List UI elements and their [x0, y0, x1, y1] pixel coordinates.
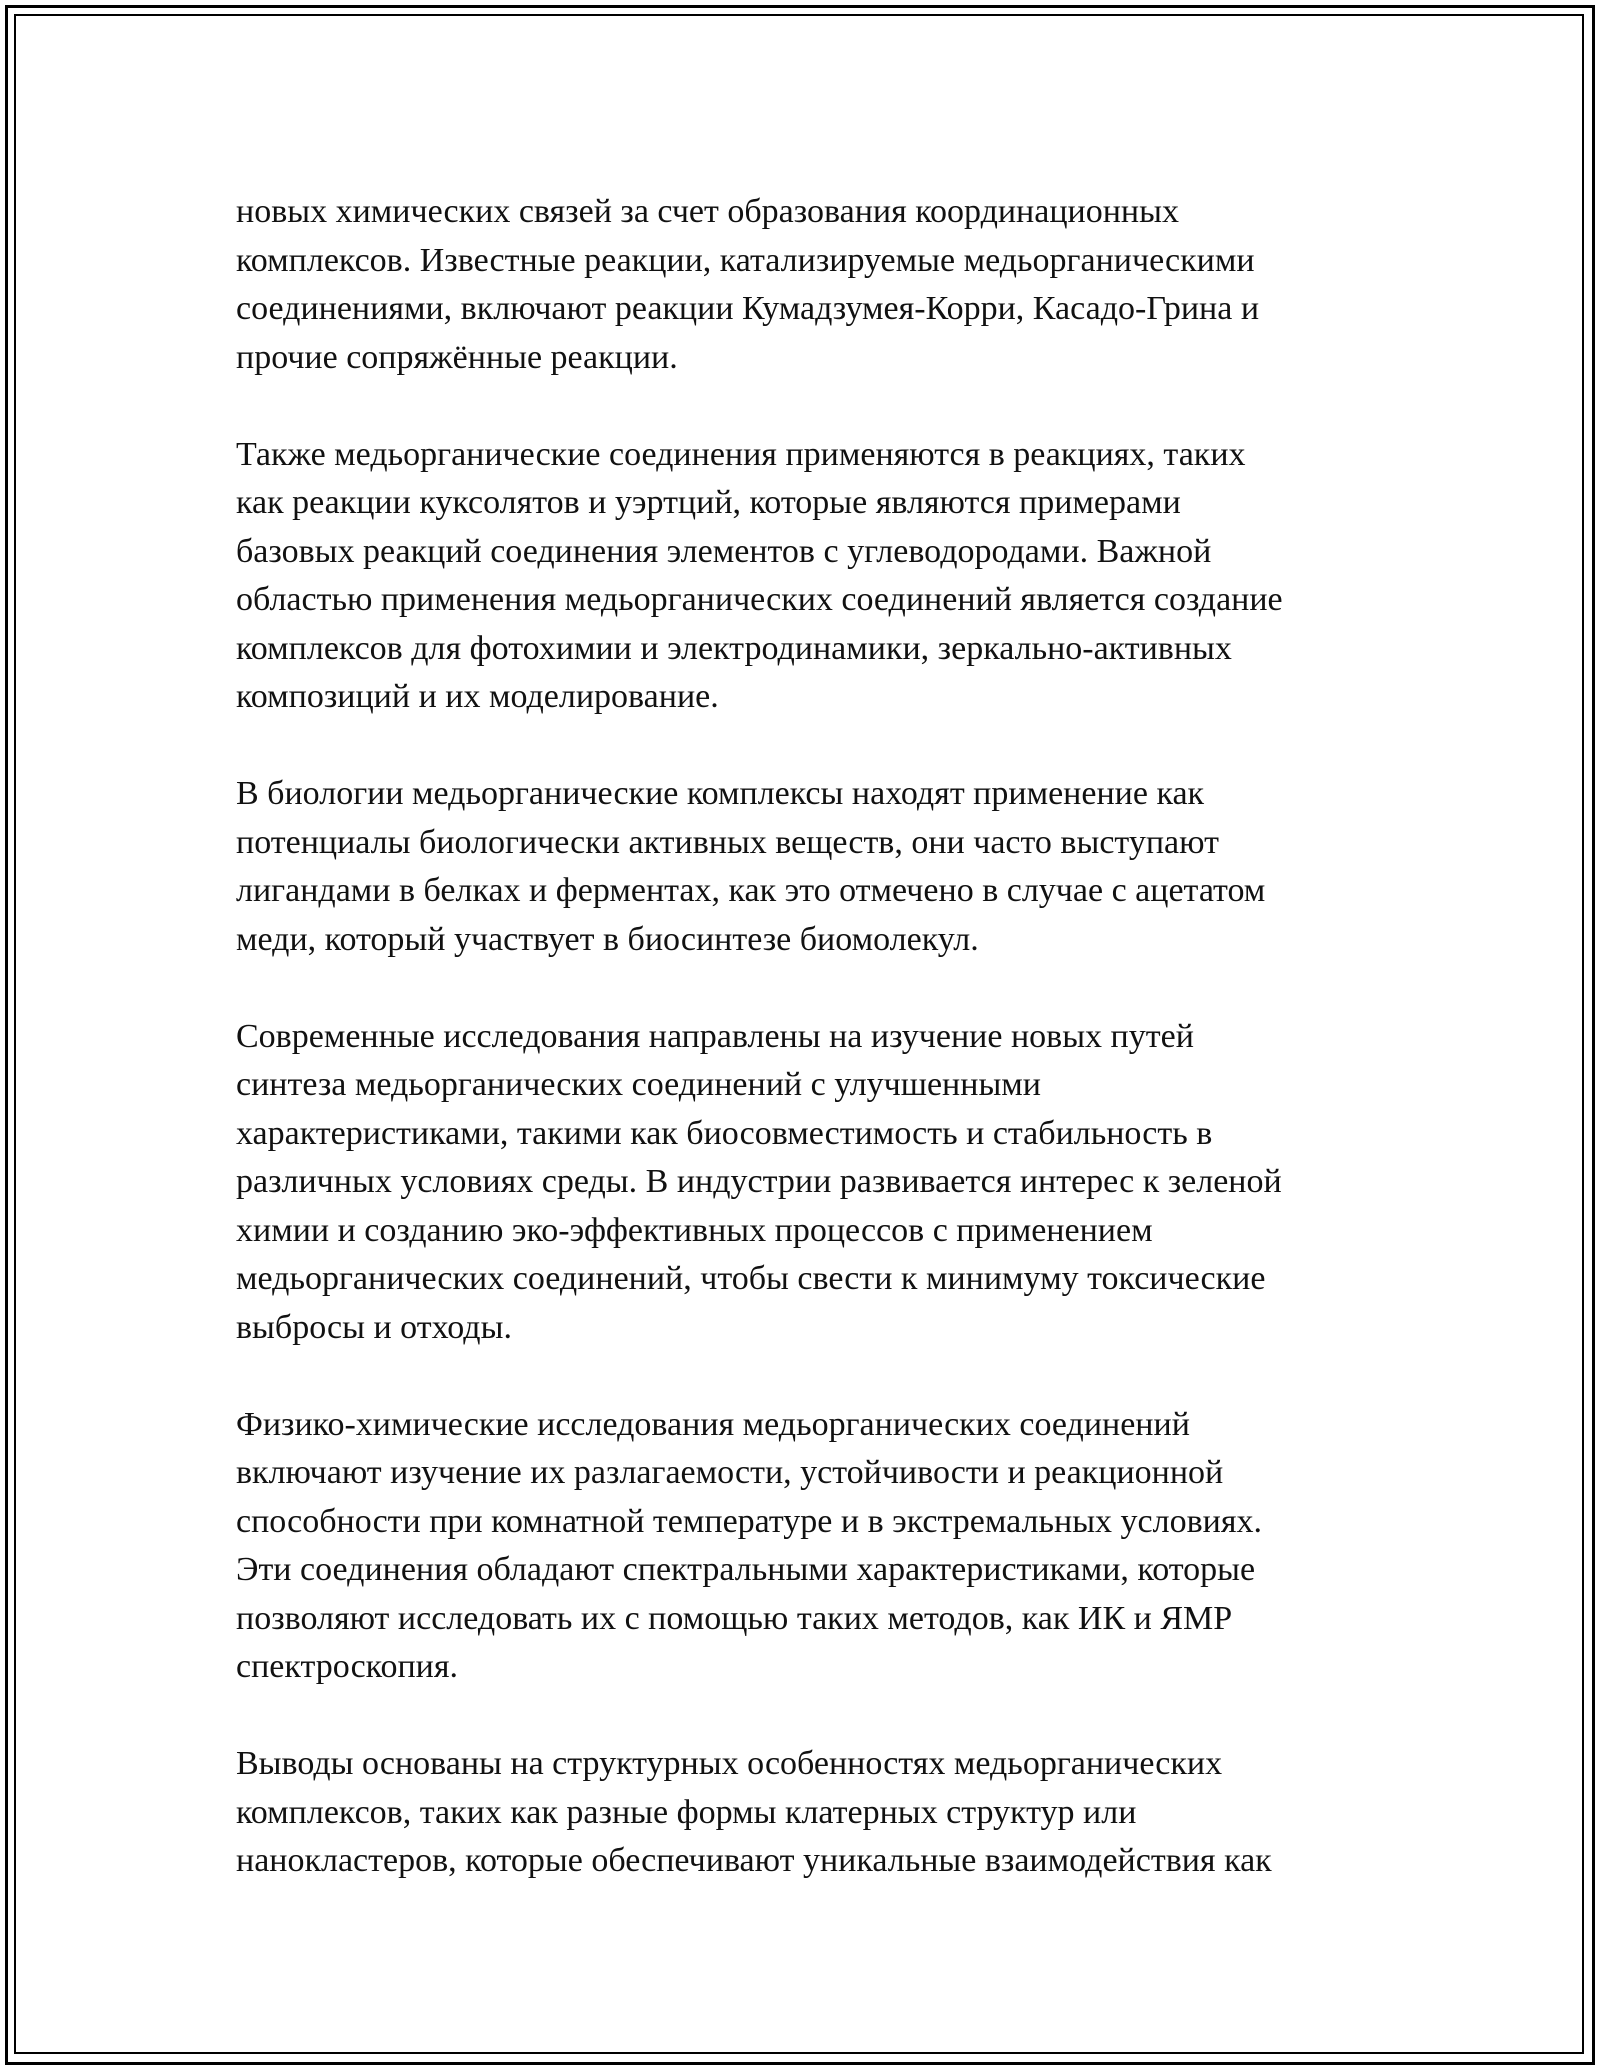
paragraph-4: [236, 1013, 1406, 1353]
text-line: как реакции куксолятов и уэртций, которые являются примерами: [236, 484, 1181, 521]
text-line: комплексов для фотохимии и электродинамики, зеркально-активных: [236, 629, 1232, 667]
text-line: композиций и их моделирование.: [236, 678, 719, 715]
text-line: нанокластеров, которые обеспечивают уникальные взаимодействия как: [236, 1842, 1272, 1879]
text-line: прочие сопряжённые реакции.: [236, 338, 678, 376]
text-line: медьорганических соединений, чтобы свести к минимуму токсические: [236, 1260, 1266, 1297]
paragraph-5: [236, 1401, 1406, 1692]
paragraph-2: [236, 431, 1406, 722]
text-line: Также медьорганические соединения применяются в реакциях, таких: [236, 435, 1246, 473]
text-line: базовых реакций соединения элементов с углеводородами. Важной: [236, 532, 1212, 570]
text-line: В биологии медьорганические комплексы находят применение как: [236, 775, 1205, 812]
paragraph-3: [236, 770, 1406, 964]
text-line: соединениями, включают реакции Кумадзумея-Корри, Касадо-Грина и: [236, 290, 1260, 327]
text-line: Физико-химические исследования медьорганических соединений: [236, 1405, 1190, 1443]
text-line: позволяют исследовать их с помощью таких методов, как ИК и ЯМР: [236, 1599, 1233, 1637]
text-line: потенциалы биологически активных веществ, они часто выступают: [236, 823, 1219, 861]
document-body: [236, 188, 1406, 1886]
text-line: меди, который участвует в биосинтезе биомолекул.: [236, 920, 979, 958]
text-line: выбросы и отходы.: [236, 1308, 512, 1346]
text-line: характеристиками, такими как биосовместимость и стабильность в: [236, 1114, 1213, 1152]
text-line: новых химических связей за счет образования координационных: [236, 193, 1179, 230]
text-line: спектроскопия.: [236, 1648, 458, 1685]
text-line: Выводы основаны на структурных особенностях медьорганических: [236, 1745, 1223, 1782]
paragraph-6: [236, 1740, 1406, 1886]
text-line: способности при комнатной температуре и в экстремальных условиях.: [236, 1502, 1262, 1540]
text-line: областью применения медьорганических соединений является создание: [236, 581, 1283, 618]
text-line: различных условиях среды. В индустрии развивается интерес к зеленой: [236, 1163, 1282, 1200]
text-line: лигандами в белках и ферментах, как это отмечено в случае с ацетатом: [236, 872, 1266, 909]
text-line: синтеза медьорганических соединений с улучшенными: [236, 1066, 1041, 1103]
text-line: комплексов, таких как разные формы клатерных структур или: [236, 1793, 1137, 1831]
text-line: Эти соединения обладают спектральными характеристиками, которые: [236, 1551, 1256, 1588]
text-line: комплексов. Известные реакции, катализируемые медьорганическими: [236, 241, 1255, 279]
text-line: Современные исследования направлены на изучение новых путей: [236, 1017, 1194, 1055]
text-line: химии и созданию эко-эффективных процессов с применением: [236, 1211, 1153, 1249]
text-line: включают изучение их разлагаемости, устойчивости и реакционной: [236, 1454, 1224, 1491]
paragraph-1: [236, 188, 1406, 382]
